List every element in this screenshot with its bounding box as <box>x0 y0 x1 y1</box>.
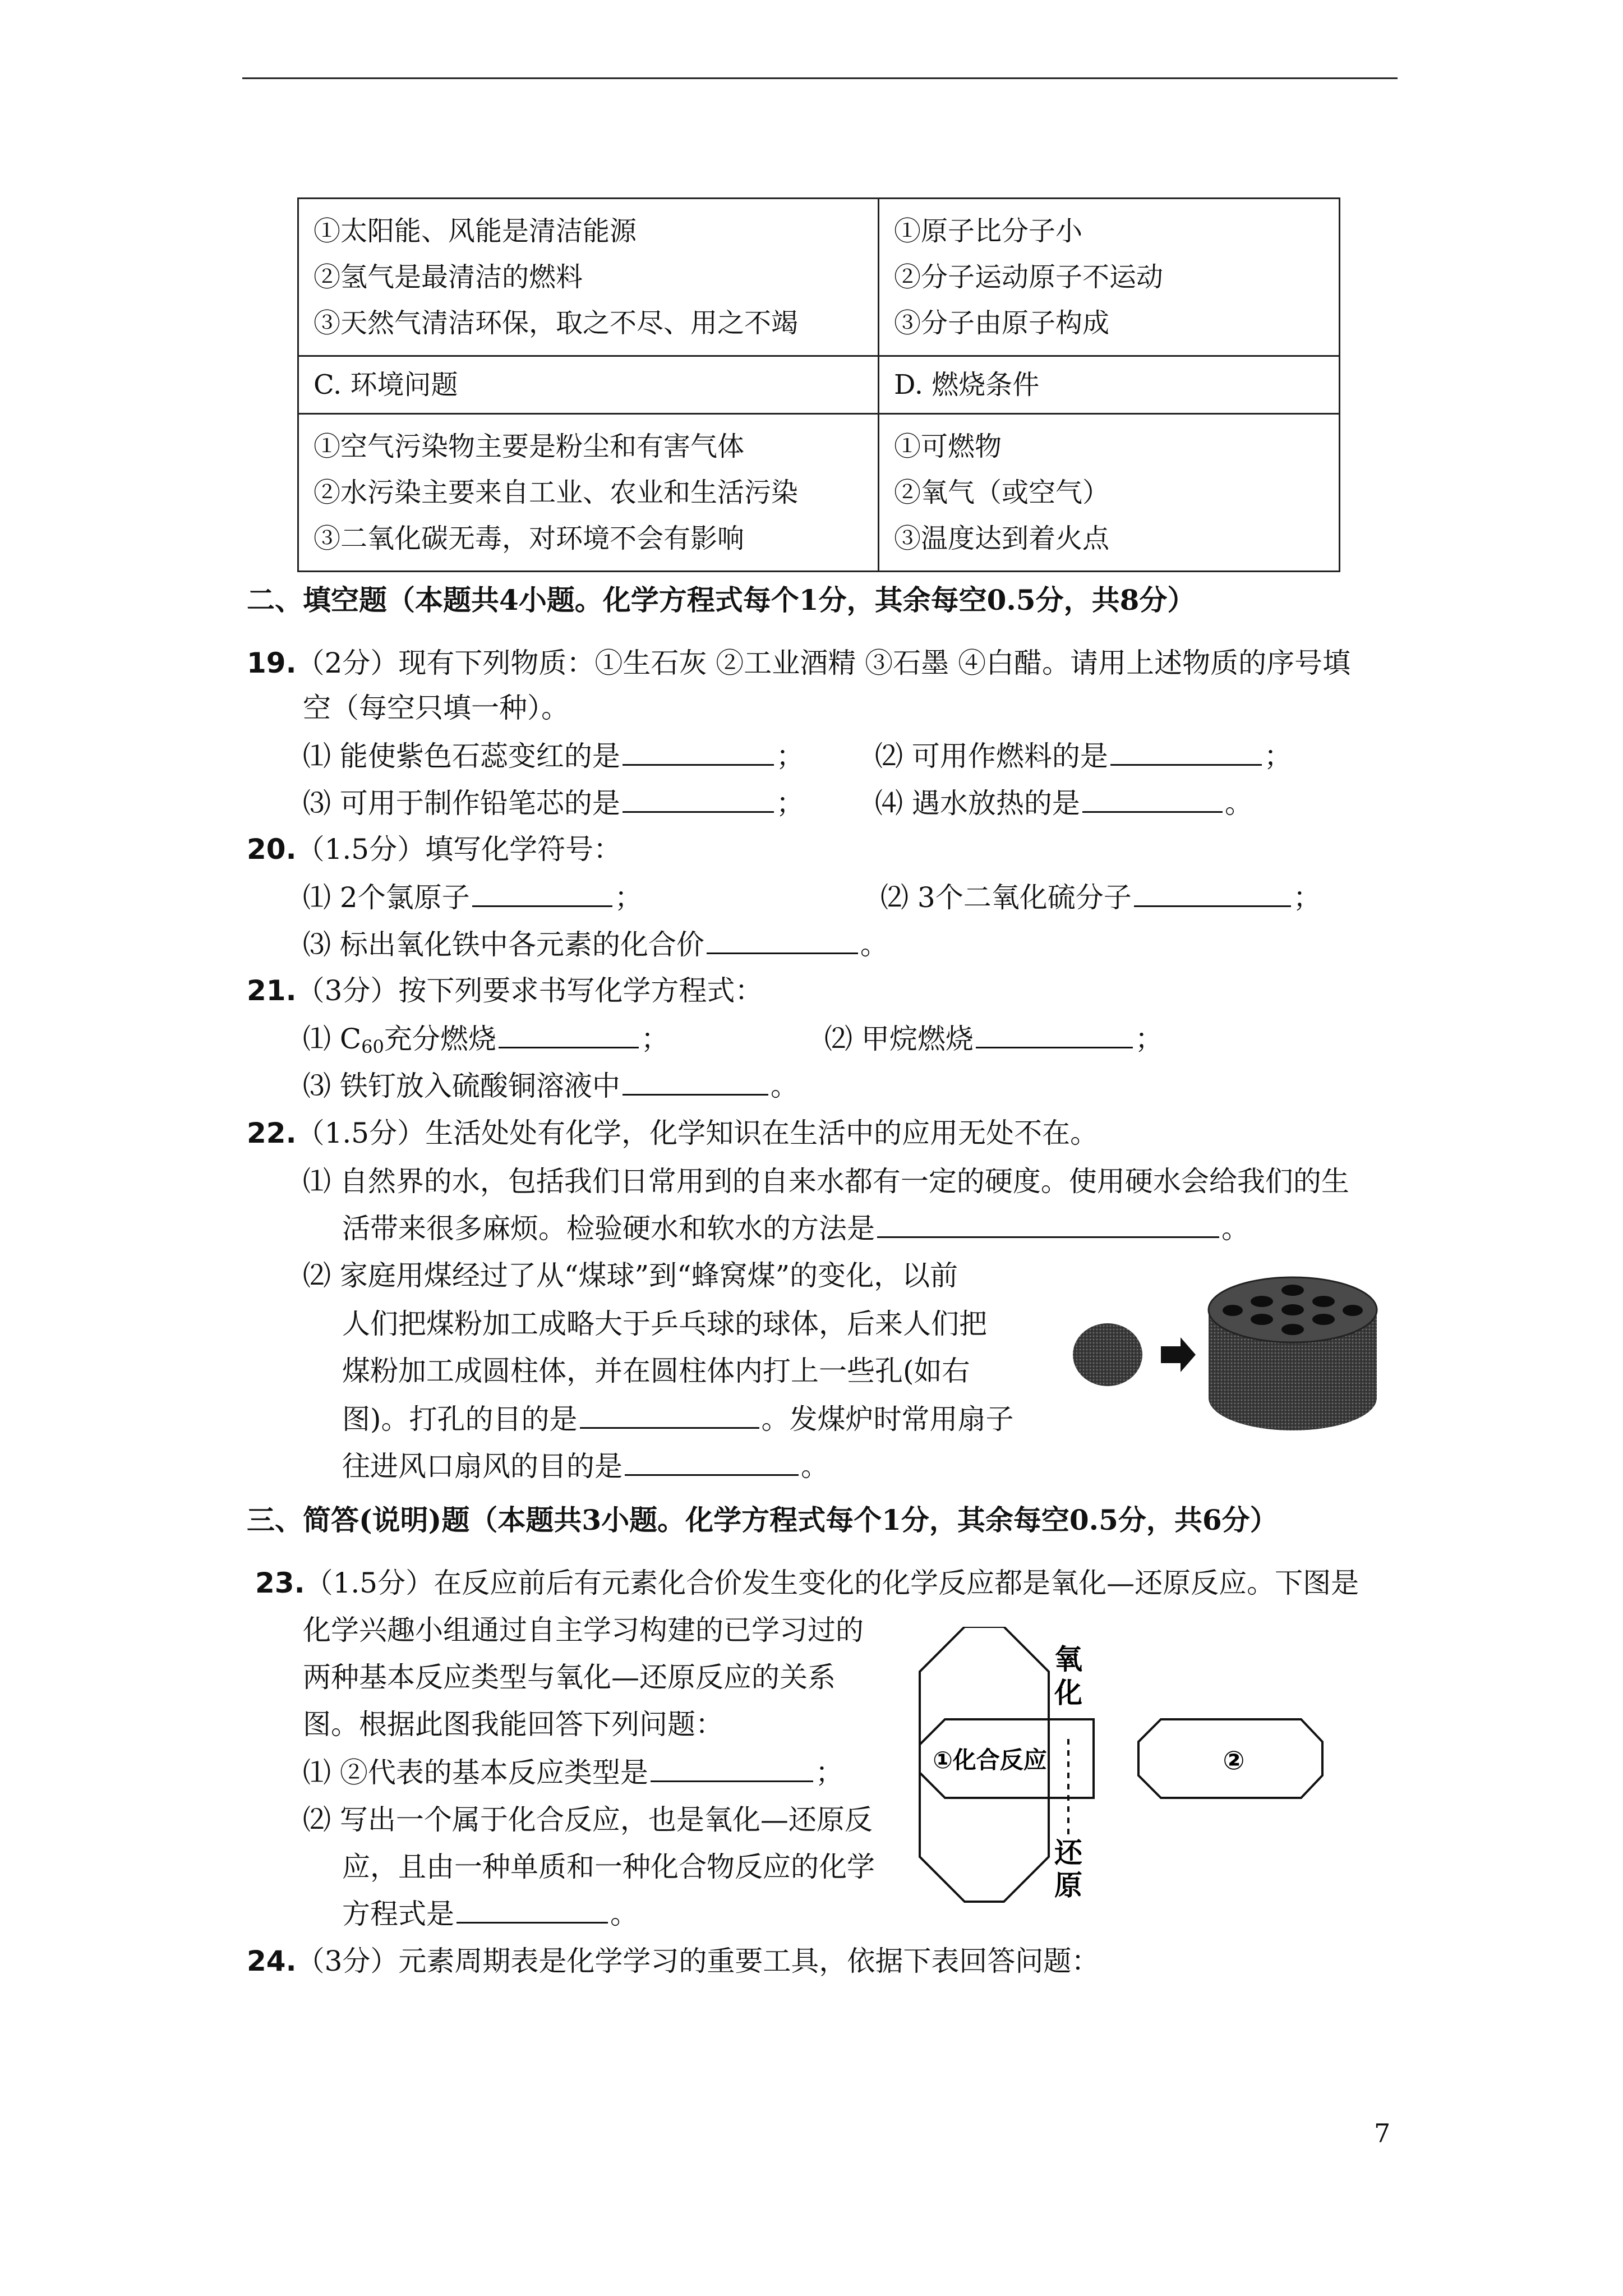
answer-blank[interactable] <box>1134 881 1291 907</box>
statement: ①可燃物 <box>894 431 1002 462</box>
statement: ②分子运动原子不运动 <box>894 261 1164 293</box>
answer-blank[interactable] <box>877 1212 1219 1238</box>
label-combination-reaction: ①化合反应 <box>933 1746 1047 1774</box>
question-number: 24. <box>247 1945 297 1977</box>
answer-20-2: ⑵ 3个二氧化硫分子 ； <box>880 881 1321 914</box>
question-text: 图。根据此图我能回答下列问题： <box>303 1708 723 1741</box>
answer-19-4: ⑷ 遇水放热的是 。 <box>875 787 1253 820</box>
answer-blank[interactable] <box>1110 739 1262 766</box>
question-number: 22. <box>247 1117 297 1149</box>
section-heading-short-answer: 三、简答(说明)题（本题共3小题。化学方程式每个1分，其余每空0.5分，共6分） <box>247 1503 1278 1536</box>
statement: ②氢气是最清洁的燃料 <box>313 261 583 293</box>
question-text: （3分）元素周期表是化学学习的重要工具，依据下表回答问题： <box>296 1945 1100 1977</box>
question-number: 23. <box>255 1567 305 1599</box>
cell-head-c: C. 环境问题 <box>298 356 879 414</box>
question-20 <box>247 832 621 866</box>
question-text: 两种基本反应类型与氧化—还原反应的关系 <box>303 1661 836 1694</box>
answer-blank[interactable] <box>1082 786 1223 813</box>
answer-blank[interactable] <box>580 1402 759 1429</box>
statement: ①原子比分子小 <box>894 215 1083 247</box>
question-text: （3分）按下列要求书写化学方程式： <box>296 974 763 1007</box>
options-table <box>297 197 1340 572</box>
statement: ②水污染主要来自工业、农业和生活污染 <box>313 477 799 508</box>
answer-20-1: ⑴ 2个氯原子 ； <box>303 881 643 914</box>
answer-blank[interactable] <box>707 928 858 954</box>
statement: ①空气污染物主要是粉尘和有害气体 <box>313 431 745 462</box>
cell-row2-left <box>298 414 879 572</box>
question-21 <box>247 974 763 1007</box>
question-text: （2分）现有下列物质：①生石灰 ②工业酒精 ③石墨 ④白醋。请用上述物质的序号填 <box>296 647 1351 679</box>
answer-21-3: ⑶ 铁钉放入硫酸铜溶液中 。 <box>303 1070 799 1102</box>
statement: ③天然气清洁环保，取之不尽、用之不竭 <box>313 307 799 339</box>
question-text: （1.5分）填写化学符号： <box>296 833 622 866</box>
answer-blank[interactable] <box>623 739 774 766</box>
question-text: 煤粉加工成圆柱体，并在圆柱体内打上一些孔(如右 <box>342 1355 970 1387</box>
section-heading-fill-in: 二、填空题（本题共4小题。化学方程式每个1分，其余每空0.5分，共8分） <box>247 583 1196 616</box>
answer-blank[interactable] <box>472 881 612 907</box>
question-text: 应，且由一种单质和一种化合物反应的化学 <box>342 1851 875 1883</box>
question-text: 人们把煤粉加工成略大于乒乓球的球体，后来人们把 <box>342 1308 987 1340</box>
cell-row1-left <box>298 199 879 356</box>
answer-blank[interactable] <box>499 1022 639 1048</box>
arrow-right-icon <box>1161 1337 1196 1372</box>
cell-row1-right <box>879 199 1340 356</box>
answer-21-2: ⑵ 甲烷燃烧 ； <box>824 1023 1163 1055</box>
question-number: 19. <box>247 647 297 679</box>
coal-ball-to-honeycomb-illustration <box>1066 1268 1380 1436</box>
answer-22-2: 图)。打孔的目的是 。发煤炉时常用扇子 <box>342 1403 1014 1435</box>
statement: ②氧气（或空气） <box>894 477 1110 508</box>
answer-21-1: ⑴ $C_{60}$充分燃烧 ； <box>303 1023 669 1057</box>
page-number: 7 <box>1374 2118 1391 2148</box>
question-24 <box>247 1944 1099 1978</box>
label-reaction-type-2: ② <box>1223 1745 1245 1775</box>
coal-ball-icon <box>1073 1323 1142 1386</box>
question-23 <box>255 1566 1359 1600</box>
answer-blank[interactable] <box>623 1069 768 1096</box>
answer-blank[interactable] <box>625 1450 799 1476</box>
answer-23-1: ⑴ ②代表的基本反应类型是 ； <box>303 1756 843 1789</box>
statement: ①太阳能、风能是清洁能源 <box>313 215 637 247</box>
question-22 <box>247 1116 1098 1150</box>
answer-19-1: ⑴ 能使紫色石蕊变红的是 ； <box>303 740 804 772</box>
statement: ③温度达到着火点 <box>894 523 1110 554</box>
answer-blank[interactable] <box>457 1897 608 1924</box>
answer-blank[interactable] <box>651 1756 813 1782</box>
answer-22-1: 活带来很多麻烦。检验硬水和软水的方法是 。 <box>342 1212 1249 1245</box>
question-text: ⑵ 写出一个属于化合反应，也是氧化—还原反 <box>303 1803 873 1836</box>
label-reduction-1: 还 <box>1054 1837 1082 1869</box>
answer-23-2: 方程式是 。 <box>342 1898 638 1930</box>
question-text: （1.5分）在反应前后有元素化合价发生变化的化学反应都是氧化—还原反应。下图是 <box>305 1567 1359 1599</box>
cell-row2-right <box>879 414 1340 572</box>
question-text: 化学兴趣小组通过自主学习构建的已学习过的 <box>303 1614 864 1646</box>
answer-20-3: ⑶ 标出氧化铁中各元素的化合价 。 <box>303 928 888 961</box>
answer-blank[interactable] <box>623 786 774 813</box>
question-text: ⑴ 自然界的水，包括我们日常用到的自来水都有一定的硬度。使用硬水会给我们的生 <box>303 1165 1349 1198</box>
label-oxidation-1: 氧 <box>1054 1643 1082 1676</box>
label-reduction-2: 原 <box>1054 1869 1082 1902</box>
answer-blank[interactable] <box>976 1022 1133 1048</box>
question-number: 20. <box>247 833 297 866</box>
question-text: 空（每空只填一种）。 <box>303 692 569 724</box>
question-text: （1.5分）生活处处有化学，化学知识在生活中的应用无处不在。 <box>296 1117 1099 1149</box>
question-text: ⑵ 家庭用煤经过了从“煤球”到“蜂窝煤”的变化，以前 <box>303 1259 958 1292</box>
question-number: 21. <box>247 974 297 1007</box>
label-oxidation-2: 化 <box>1054 1677 1082 1709</box>
answer-19-2: ⑵ 可用作燃料的是 ； <box>875 740 1292 772</box>
statement: ③二氧化碳无毒，对环境不会有影响 <box>313 523 745 554</box>
statement: ③分子由原子构成 <box>894 307 1110 339</box>
question-19 <box>247 646 1350 680</box>
answer-22-3: 往进风口扇风的目的是 。 <box>342 1450 829 1483</box>
honeycomb-briquette-icon <box>1209 1277 1377 1430</box>
cell-head-d: D. 燃烧条件 <box>879 356 1340 414</box>
header-rule <box>242 77 1398 79</box>
reaction-type-diagram <box>914 1627 1329 1907</box>
answer-19-3: ⑶ 可用于制作铅笔芯的是 ； <box>303 787 804 820</box>
